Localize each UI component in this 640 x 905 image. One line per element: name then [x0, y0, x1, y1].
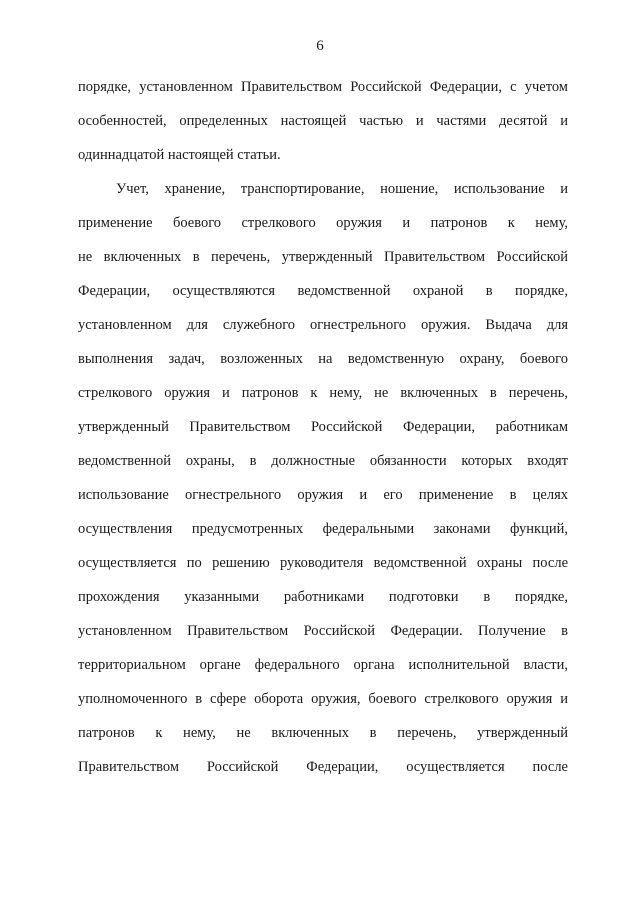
text-line: патронов к нему, не включенных в перечень, утвержденный	[78, 725, 568, 741]
text-line: территориальном органе федерального органа исполнительной власти,	[78, 657, 568, 673]
text-line: стрелкового оружия и патронов к нему, не включенных в перечень,	[78, 385, 568, 401]
page-number: 6	[316, 38, 324, 54]
text-line: установленном для служебного огнестрельного оружия. Выдача для	[78, 317, 568, 333]
text-line: Правительством Российской Федерации, осуществляется после	[78, 759, 568, 775]
text-line: прохождения указанными работниками подготовки в порядке,	[78, 589, 568, 605]
text-line: применение боевого стрелкового оружия и патронов к нему,	[78, 215, 568, 231]
text-line: одиннадцатой настоящей статьи.	[78, 147, 281, 163]
text-line: выполнения задач, возложенных на ведомственную охрану, боевого	[78, 351, 568, 367]
text-line: не включенных в перечень, утвержденный Правительством Российской	[78, 249, 568, 265]
text-line: особенностей, определенных настоящей частью и частями десятой и	[78, 113, 568, 129]
text-line: осуществляется по решению руководителя ведомственной охраны после	[78, 555, 568, 571]
text-line: осуществления предусмотренных федеральными законами функций,	[78, 521, 568, 537]
paragraph-continuation	[78, 70, 568, 172]
text-line: установленном Правительством Российской Федерации. Получение в	[78, 623, 568, 639]
text-line: Федерации, осуществляются ведомственной охраной в порядке,	[78, 283, 568, 299]
text-line: ведомственной охраны, в должностные обязанности которых входят	[78, 453, 568, 469]
text-line: Учет, хранение, транспортирование, ношение, использование и	[116, 181, 568, 197]
paragraph-main	[78, 172, 568, 784]
text-line: уполномоченного в сфере оборота оружия, боевого стрелкового оружия и	[78, 691, 568, 707]
document-body	[78, 70, 568, 784]
text-line: использование огнестрельного оружия и его применение в целях	[78, 487, 568, 503]
text-line: утвержденный Правительством Российской Федерации, работникам	[78, 419, 568, 435]
text-line: порядке, установленном Правительством Российской Федерации, с учетом	[78, 79, 568, 95]
